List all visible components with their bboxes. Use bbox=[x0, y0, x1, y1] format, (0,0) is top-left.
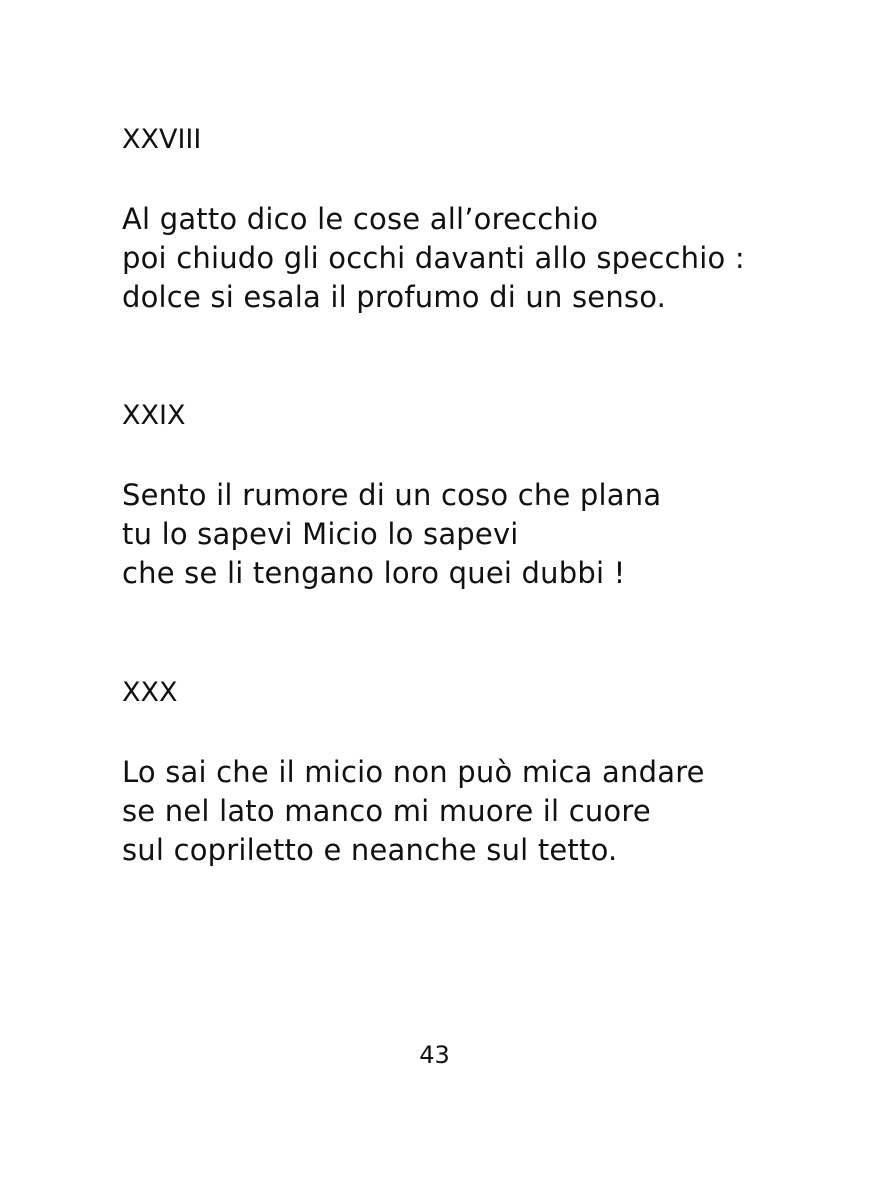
poem-title: XXVIII bbox=[122, 124, 202, 155]
poem-line: Al gatto dico le cose all’orecchio bbox=[122, 202, 599, 236]
stanza bbox=[122, 476, 661, 593]
poem-title: XXX bbox=[122, 677, 178, 708]
page-number: 43 bbox=[419, 1041, 450, 1069]
poem-line: poi chiudo gli occhi davanti allo specchio : bbox=[122, 241, 745, 275]
poem-line: che se li tengano loro quei dubbi ! bbox=[122, 556, 626, 590]
stanza bbox=[122, 200, 745, 317]
poem-line: se nel lato manco mi muore il cuore bbox=[122, 794, 651, 828]
poem-xxix bbox=[122, 400, 822, 590]
poem-line: tu lo sapevi Micio lo sapevi bbox=[122, 517, 519, 551]
poem-xxviii bbox=[122, 124, 822, 314]
poem-title: XXIX bbox=[122, 400, 186, 431]
poem-line: sul copriletto e neanche sul tetto. bbox=[122, 833, 618, 867]
poem-line: Sento il rumore di un coso che plana bbox=[122, 478, 662, 512]
stanza bbox=[122, 753, 705, 870]
poem-xxx bbox=[122, 677, 822, 867]
poem-line: dolce si esala il profumo di un senso. bbox=[122, 280, 667, 314]
poem-line: Lo sai che il micio non può mica andare bbox=[122, 755, 705, 789]
